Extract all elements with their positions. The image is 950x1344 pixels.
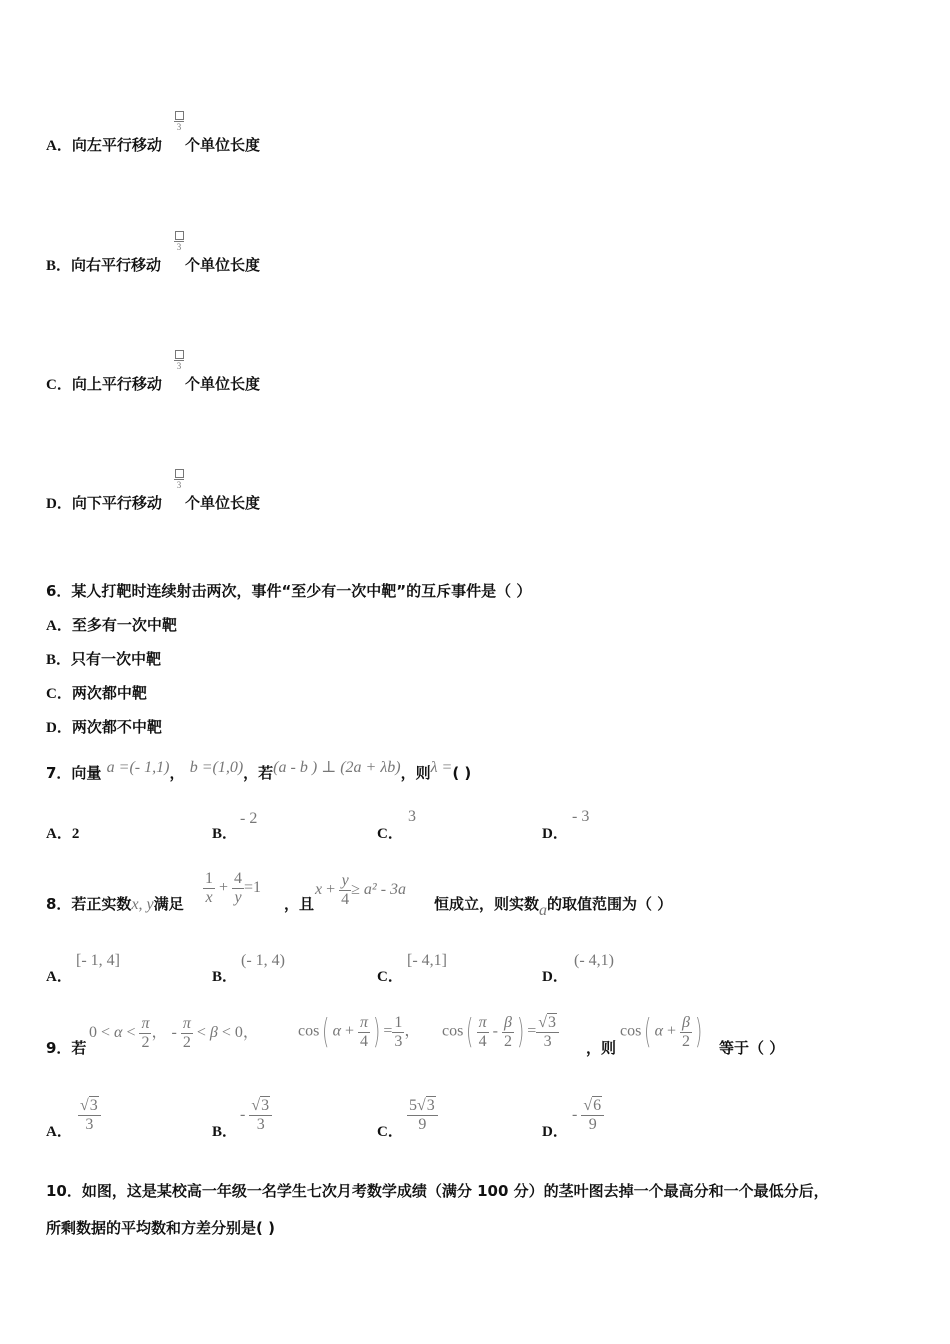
option-d-q9: D．: [542, 1124, 568, 1140]
question-6-stem: 6．某人打靶时连续射击两次，事件“至少有一次中靶”的互斥事件是（ ）: [46, 582, 532, 600]
q8-and: ，且: [284, 895, 315, 913]
option-b-q7-value: - 2: [240, 810, 258, 827]
q9-end: 等于（ ）: [719, 1039, 785, 1057]
q9-cos-condition-2: cos( $\frac{\pi}{4}$ - $\frac{\beta}{2}$ ) = $\frac{√3}{3}$: [442, 1012, 559, 1052]
option-d-q7: D．: [542, 826, 568, 842]
question-7-stem: 7．向量 a =(- 1,1)， b =(1,0)，若(a - b ) ⊥ (2a + λb)，则λ =( ): [46, 759, 472, 782]
fraction-pi-over-3: 3: [174, 111, 184, 132]
q9-target-expr: cos( α + $\frac{\beta}{2}$ ): [620, 1012, 703, 1052]
fraction-pi-over-3: 3: [174, 231, 184, 252]
option-b-q8: B．: [212, 969, 238, 985]
option-d-q6: D．两次都不中靶: [46, 718, 162, 736]
option-c-q7: C．: [377, 826, 403, 842]
vector-a-expr: a =(- 1,1): [106, 759, 170, 776]
option-c-q5-tail: 个单位长度: [185, 375, 261, 393]
q9-then: ，则: [586, 1039, 617, 1057]
option-a-q9-value: $\frac{√3}{3}$: [78, 1097, 101, 1134]
option-a-q5: A．向左平行移动: [46, 136, 162, 154]
q9-alpha-range: 0 < α < $\frac{\pi}{2}$ ， - $\frac{\pi}{2}$ < β < 0，: [89, 1015, 259, 1051]
question-10-line-1: 10．如图，这是某校高一年级一名学生七次月考数学成绩（满分 100 分）的茎叶图去掉一个最高分和一个最低分后，: [46, 1182, 829, 1200]
option-a-q8: A．: [46, 969, 72, 985]
option-b-q8-value: (- 1, 4): [241, 952, 285, 969]
q8-equation: $\frac{1}{x}$ + $\frac{4}{y}$ =1: [205, 870, 262, 906]
option-b-q5: B．向右平行移动: [46, 256, 162, 274]
option-c-q9: C．: [377, 1124, 403, 1140]
vector-b-expr: b =(1,0): [189, 759, 244, 776]
option-a-q8-value: [- 1, 4]: [76, 952, 120, 969]
option-d-q5: D．向下平行移动: [46, 494, 162, 512]
q8-inequality: x + $\frac{y}{4}$ ≥ a² - 3a: [315, 872, 407, 908]
fraction-pi-over-3: 3: [174, 469, 184, 490]
option-d-q5-tail: 个单位长度: [185, 494, 261, 512]
fraction-pi-over-3: 3: [174, 350, 184, 371]
vars-xy: x, y: [131, 896, 154, 913]
option-b-q7: B．: [212, 826, 238, 842]
option-b-q5-tail: 个单位长度: [185, 256, 261, 274]
option-a-q5-tail: 个单位长度: [185, 136, 261, 154]
option-b-q9: B．: [212, 1124, 238, 1140]
option-d-q9-value: - $\frac{√6}{9}$: [572, 1097, 604, 1134]
option-c-q5: C．向上平行移动: [46, 375, 162, 393]
perpendicular-condition: (a - b ) ⊥ (2a + λb): [273, 759, 401, 776]
option-a-q7: A．2: [46, 826, 80, 842]
question-9-num: 9．若: [46, 1039, 87, 1057]
option-d-q7-value: - 3: [572, 808, 590, 825]
option-c-q6: C．两次都中靶: [46, 684, 147, 702]
option-c-q8: C．: [377, 969, 403, 985]
option-a-q9: A．: [46, 1124, 72, 1140]
option-c-q8-value: [- 4,1]: [407, 952, 447, 969]
question-8-stem: 8．若正实数x, y满足: [46, 895, 184, 913]
option-b-q6: B．只有一次中靶: [46, 650, 162, 668]
question-10-line-2: 所剩数据的平均数和方差分别是( ): [46, 1219, 275, 1237]
lambda-symbol: λ =: [430, 759, 453, 776]
option-c-q7-value: 3: [408, 808, 416, 825]
option-label: A．: [46, 138, 72, 154]
option-a-q6: A．至多有一次中靶: [46, 616, 177, 634]
q8-tail: 恒成立，则实数a的取值范围为（ ）: [434, 895, 673, 919]
option-b-q9-value: - $\frac{√3}{3}$: [240, 1097, 272, 1134]
option-d-q8-value: (- 4,1): [574, 952, 614, 969]
option-d-q8: D．: [542, 969, 568, 985]
q9-cos-condition-1: cos( α + $\frac{\pi}{4}$ ) = $\frac{1}{3}$ ，: [298, 1012, 421, 1052]
option-c-q9-value: $\frac{5√3}{9}$: [407, 1097, 438, 1134]
